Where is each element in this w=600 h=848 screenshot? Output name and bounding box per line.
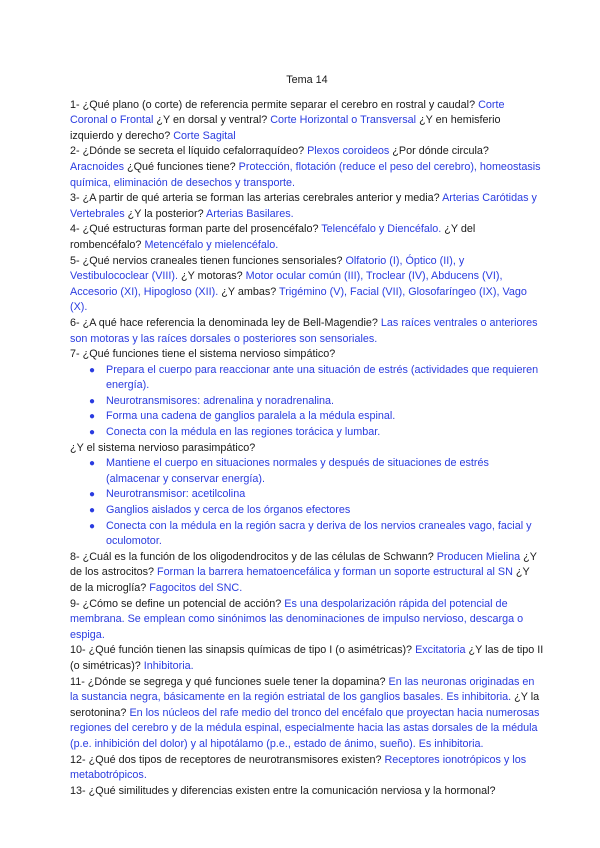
page-title: Tema 14 [286, 74, 328, 86]
answer-text: Arterias Carótidas y Vertebrales [70, 192, 537, 220]
question-4 [70, 222, 544, 253]
list-item [89, 487, 544, 503]
question-text: 3- ¿A partir de qué arteria se forman las arterias cerebrales anterior y media? [70, 192, 443, 205]
bullet-icon: ● [89, 427, 96, 439]
bullet-icon: ● [89, 505, 96, 517]
bullet-icon: ● [89, 489, 96, 501]
answer-text: Aracnoides [70, 160, 125, 173]
answer-text: Inhibitoria. [143, 659, 194, 672]
answer-text: Plexos coroideos [307, 145, 390, 158]
question-7b: ¿Y el sistema nervioso parasimpático? [70, 441, 256, 454]
question-text: 10- ¿Qué función tienen las sinapsis químicas de tipo I (o asimétricas)? [70, 644, 416, 657]
question-text: ¿Y del rombencéfalo? [70, 223, 476, 251]
answer-text: Conecta con la médula en las regiones torácica y lumbar. [106, 426, 381, 439]
sympathetic-list [70, 363, 544, 441]
answer-text: Ganglios aislados y cerca de los órganos efectores [106, 504, 351, 517]
answer-text: Neurotransmisor: acetilcolina [106, 488, 246, 501]
question-13 [70, 784, 544, 800]
question-text: ¿Y en dorsal y ventral? [153, 114, 271, 127]
question-text: ¿Y las de tipo II (o simétricas)? [70, 644, 544, 672]
list-item [89, 425, 544, 441]
question-5 [70, 254, 544, 316]
answer-text: Es una despolarización rápida del potencial de membrana. Se emplean como sinónimos las denominaciones de impulso nervioso, descarga o espiga. [70, 597, 524, 641]
question-text: 6- ¿A qué hace referencia la denominada ley de Bell-Magendie? [70, 316, 381, 329]
answer-text: En los núcleos del rafe medio del tronco del encéfalo que proyectan hacia numerosas regiones del cerebro y de la médula espinal, especialmente hacia las astas dorsales de la médula (p.e. inhibición del dolor) y al hipotálamo (p.e., estado de ánimo, sueño). Es inhibitoria. [70, 706, 540, 750]
question-text: ¿Y en hemisferio izquierdo y derecho? [70, 114, 501, 142]
answer-text: Olfatorio (I), Óptico (II), y Vestibulococlear (VIII). [70, 254, 465, 283]
answer-text: Telencéfalo y Diencéfalo. [321, 223, 442, 236]
parasympathetic-list [70, 456, 544, 550]
question-text: ¿Y de los astrocitos? [70, 550, 537, 579]
question-text: ¿Y ambas? [218, 285, 280, 298]
question-11 [70, 675, 544, 753]
question-1 [70, 98, 544, 145]
answer-text: Excitatoria [415, 644, 466, 657]
answer-text: Conecta con la médula en la región sacra y deriva de los nervios craneales vago, facial y oculomotor. [106, 519, 532, 548]
list-item [89, 409, 544, 425]
question-text: 2- ¿Dónde se secreta el líquido cefalorraquídeo? [70, 145, 308, 158]
answer-text: Mantiene el cuerpo en situaciones normales y después de situaciones de estrés (almacenar y conservar energía). [106, 457, 489, 485]
question-text: ¿Qué funciones tiene? [124, 160, 239, 173]
question-8 [70, 550, 544, 597]
list-item [89, 503, 544, 519]
answer-text: Corte Horizontal o Transversal [270, 114, 417, 127]
question-text: 12- ¿Qué dos tipos de receptores de neurotransmisores existen? [70, 753, 385, 766]
list-item [89, 456, 544, 487]
answer-text: Receptores ionotrópicos y los metabotrópicos. [70, 753, 527, 782]
bullet-icon: ● [89, 458, 96, 470]
answer-text: Prepara el cuerpo para reaccionar ante una situación de estrés (actividades que requieren energía). [106, 363, 539, 392]
question-3 [70, 191, 544, 222]
question-2 [70, 144, 544, 191]
question-text: 4- ¿Qué estructuras forman parte del prosencéfalo? [70, 223, 322, 236]
answer-text: Corte Coronal o Frontal [70, 98, 505, 127]
question-text: 1- ¿Qué plano (o corte) de referencia permite separar el cerebro en rostral y caudal? [70, 98, 479, 111]
answer-text: Protección, flotación (reduce el peso del cerebro), homeostasis química, eliminación de desechos y transporte. [70, 160, 541, 189]
question-text: ¿Por dónde circula? [389, 145, 489, 158]
question-text: 5- ¿Qué nervios craneales tienen funciones sensoriales? [70, 254, 346, 267]
question-text: 9- ¿Cómo se define un potencial de acción? [70, 597, 285, 610]
question-9 [70, 597, 544, 644]
answer-text: Producen Mielina [436, 550, 521, 563]
question-text: ¿Y la posterior? [124, 207, 207, 220]
list-item [89, 363, 544, 394]
question-text: ¿Y de la microglía? [70, 566, 530, 594]
question-text: 11- ¿Dónde se segrega y qué funciones suele tener la dopamina? [70, 675, 389, 688]
question-7: 7- ¿Qué funciones tiene el sistema nervioso simpático? [70, 348, 336, 361]
question-6 [70, 316, 544, 347]
answer-text: Corte Sagital [173, 129, 236, 142]
answer-text: Fagocitos del SNC. [149, 582, 243, 594]
bullet-icon: ● [89, 411, 96, 423]
question-text: 13- ¿Qué similitudes y diferencias existen entre la comunicación nerviosa y la hormonal? [70, 784, 496, 797]
answer-text: Forma una cadena de ganglios paralela a la médula espinal. [106, 410, 396, 423]
bullet-icon: ● [89, 520, 96, 532]
answer-text: Las raíces ventrales o anteriores son motoras y las raíces dorsales o posteriores son sensoriales. [70, 316, 538, 345]
question-10 [70, 643, 544, 674]
question-text: 8- ¿Cuál es la función de los oligodendrocitos y de las células de Schwann? [70, 550, 437, 563]
list-item [89, 394, 544, 410]
bullet-icon: ● [89, 395, 96, 407]
answer-text: Neurotransmisores: adrenalina y noradrenalina. [106, 394, 335, 407]
bullet-icon: ● [89, 364, 96, 376]
answer-text: Forman la barrera hematoencefálica y forman un soporte estructural al SN [157, 566, 513, 579]
answer-text: Arterias Basilares. [206, 207, 294, 220]
question-text: ¿Y la serotonina? [70, 691, 540, 719]
answer-text: Metencéfalo y mielencéfalo. [144, 238, 279, 251]
question-12 [70, 753, 544, 784]
answer-text: Motor ocular común (III), Troclear (IV), Abducens (VI), Accesorio (XI), Hipogloso (XII). [70, 270, 503, 298]
answer-text: En las neuronas originadas en la sustancia negra, básicamente en la región estriatal de los ganglios basales. Es inhibitoria. [70, 675, 535, 704]
question-text: ¿Y motoras? [178, 270, 246, 283]
list-item [89, 519, 544, 550]
answer-text: Trigémino (V), Facial (VII), Glosofaríngeo (IX), Vago (X). [70, 285, 527, 314]
